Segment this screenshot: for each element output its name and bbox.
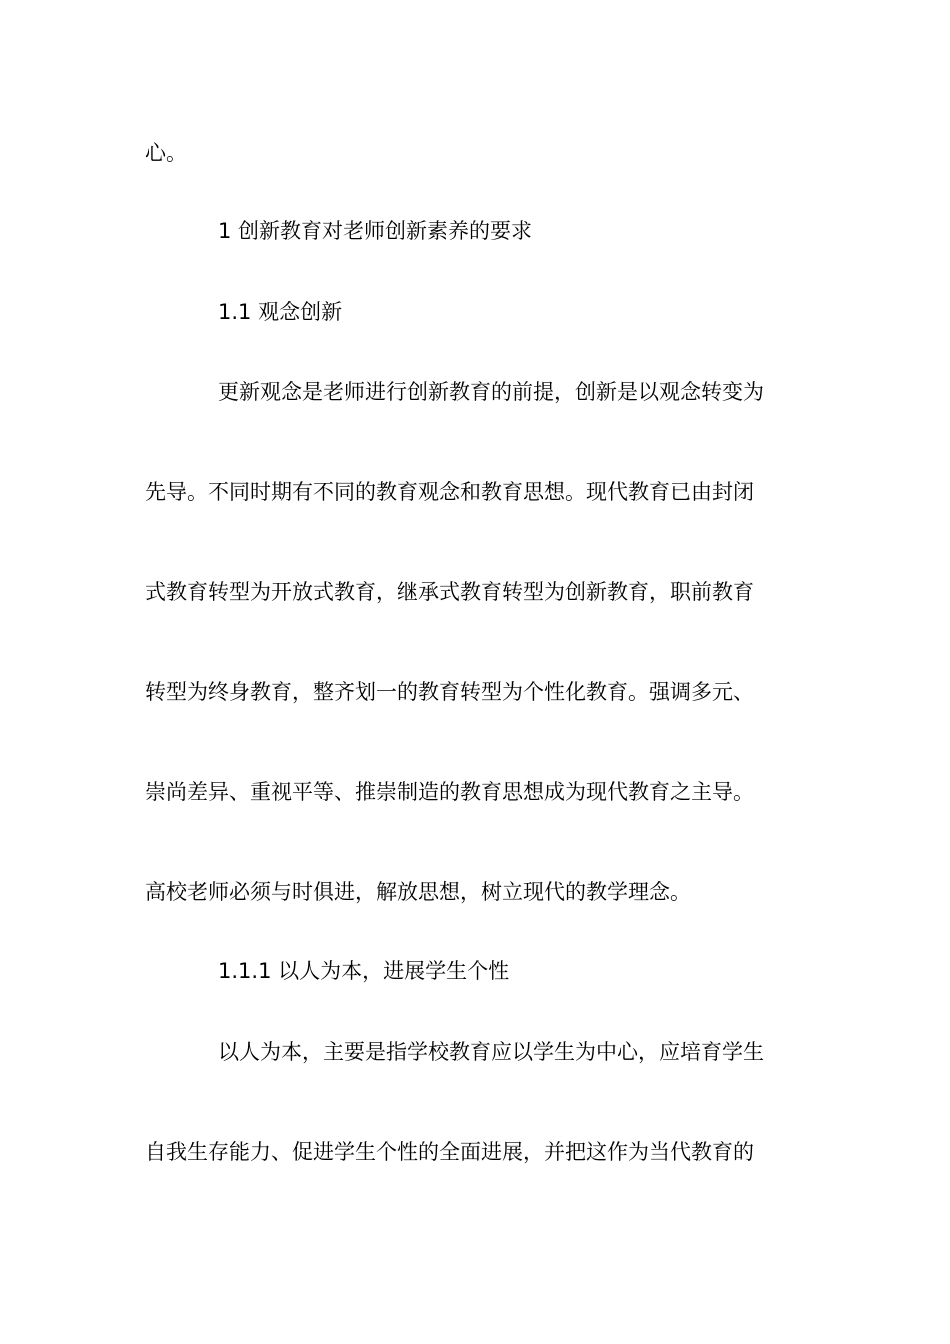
paragraph-line: 更新观念是老师进行创新教育的前提，创新是以观念转变为 bbox=[218, 380, 764, 404]
sub-subsection-heading: 1.1.1 以人为本，进展学生个性 bbox=[218, 959, 510, 983]
paragraph-line: 式教育转型为开放式教育，继承式教育转型为创新教育，职前教育 bbox=[145, 580, 754, 604]
subsection-heading: 1.1 观念创新 bbox=[218, 300, 343, 324]
paragraph-line: 自我生存能力、促进学生个性的全面进展，并把这作为当代教育的 bbox=[145, 1140, 754, 1164]
text-line-continuation: 心。 bbox=[145, 141, 187, 165]
paragraph-line: 转型为终身教育，整齐划一的教育转型为个性化教育。强调多元、 bbox=[145, 680, 754, 704]
paragraph-line: 先导。不同时期有不同的教育观念和教育思想。现代教育已由封闭 bbox=[145, 480, 754, 504]
paragraph-line: 以人为本，主要是指学校教育应以学生为中心，应培育学生 bbox=[218, 1040, 764, 1064]
paragraph-line: 崇尚差异、重视平等、推崇制造的教育思想成为现代教育之主导。 bbox=[145, 780, 754, 804]
paragraph-line: 高校老师必须与时俱进，解放思想，树立现代的教学理念。 bbox=[145, 880, 691, 904]
section-heading: 1 创新教育对老师创新素养的要求 bbox=[218, 219, 533, 243]
